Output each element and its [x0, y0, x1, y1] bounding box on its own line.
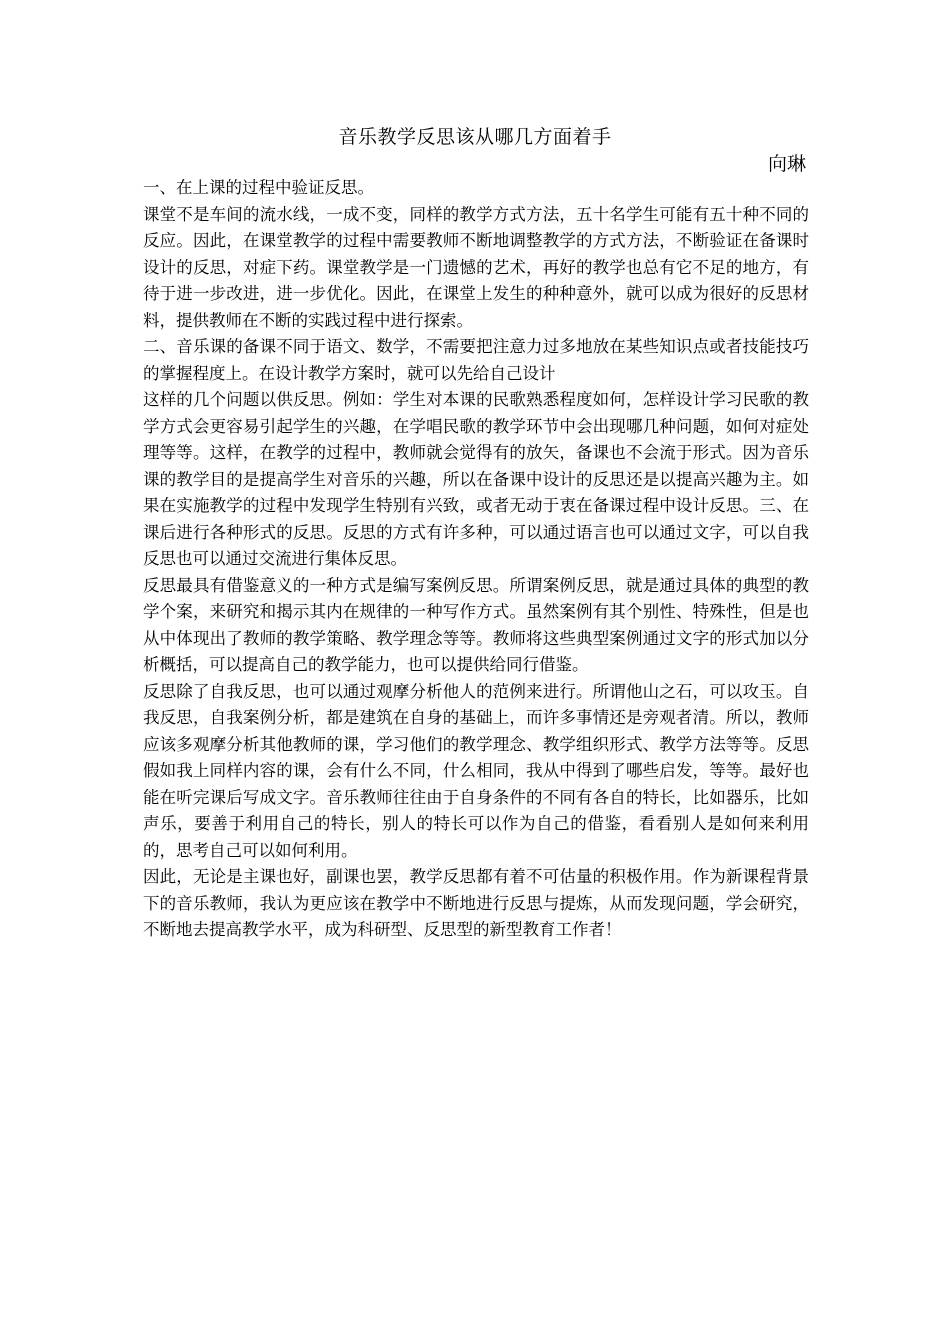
paragraph-section-one-heading: 一、在上课的过程中验证反思。 — [143, 178, 374, 197]
document-title: 音乐教学反思该从哪几方面着手 — [338, 126, 612, 148]
document-body — [143, 175, 809, 944]
paragraph-observation: 反思除了自我反思，也可以通过观摩分析他人的范例来进行。所谓他山之石，可以攻玉。自我反思，自我案例分析，都是建筑在自身的基础上，而许多事情还是旁观者清。所以，教师应该多观摩分析其他教师的课，学习他们的教学理念、教学组织形式、教学方法等等。反思假如我上同样内容的课，会有什么不同，什么相同，我从中得到了哪些启发，等等。最好也能在听完课后写成文字。音乐教师往往由于自身条件的不同有各自的特长，比如器乐，比如声乐，要善于利用自己的特长，别人的特长可以作为自己的借鉴，看看别人是如何来利用的，思考自己可以如何利用。 — [143, 681, 809, 860]
paragraph-preparation: 这样的几个问题以供反思。例如：学生对本课的民歌熟悉程度如何，怎样设计学习民歌的教学方式会更容易引起学生的兴趣，在学唱民歌的教学环节中会出现哪几种问题，如何对症处理等等。这样，在教学的过程中，教师就会觉得有的放矢，备课也不会流于形式。因为音乐课的教学目的是提高学生对音乐的兴趣，所以在备课中设计的反思还是以提高兴趣为主。如果在实施教学的过程中发现学生特别有兴致，或者无动于衷在备课过程中设计反思。三、在课后进行各种形式的反思。反思的方式有许多种，可以通过语言也可以通过文字，可以自我反思也可以通过交流进行集体反思。 — [143, 390, 809, 568]
paragraph-conclusion: 因此，无论是主课也好，副课也罢，教学反思都有着不可估量的积极作用。作为新课程背景下的音乐教师，我认为更应该在教学中不断地进行反思与提炼，从而发现问题，学会研究，不断地去提高教学水平，成为科研型、反思型的新型教育工作者！ — [143, 867, 809, 939]
paragraph-case-study: 反思最具有借鉴意义的一种方式是编写案例反思。所谓案例反思，就是通过具体的典型的教学个案，来研究和揭示其内在规律的一种写作方式。虽然案例有其个别性、特殊性，但是也从中体现出了教师的教学策略、教学理念等等。教师将这些典型案例通过文字的形式加以分析概括，可以提高自己的教学能力，也可以提供给同行借鉴。 — [143, 575, 809, 674]
document-author: 向琳 — [767, 153, 806, 175]
paragraph-classroom: 课堂不是车间的流水线，一成不变，同样的教学方式方法，五十名学生可能有五十种不同的反应。因此，在课堂教学的过程中需要教师不断地调整教学的方式方法，不断验证在备课时设计的反思，对症下药。课堂教学是一门遗憾的艺术，再好的教学也总有它不足的地方，有待于进一步改进，进一步优化。因此，在课堂上发生的种种意外，就可以成为很好的反思材料，提供教师在不断的实践过程中进行探索。 — [143, 204, 809, 330]
paragraph-section-two-heading: 二、音乐课的备课不同于语文、数学，不需要把注意力过多地放在某些知识点或者技能技巧的掌握程度上。在设计教学方案时，就可以先给自己设计 — [143, 337, 809, 383]
